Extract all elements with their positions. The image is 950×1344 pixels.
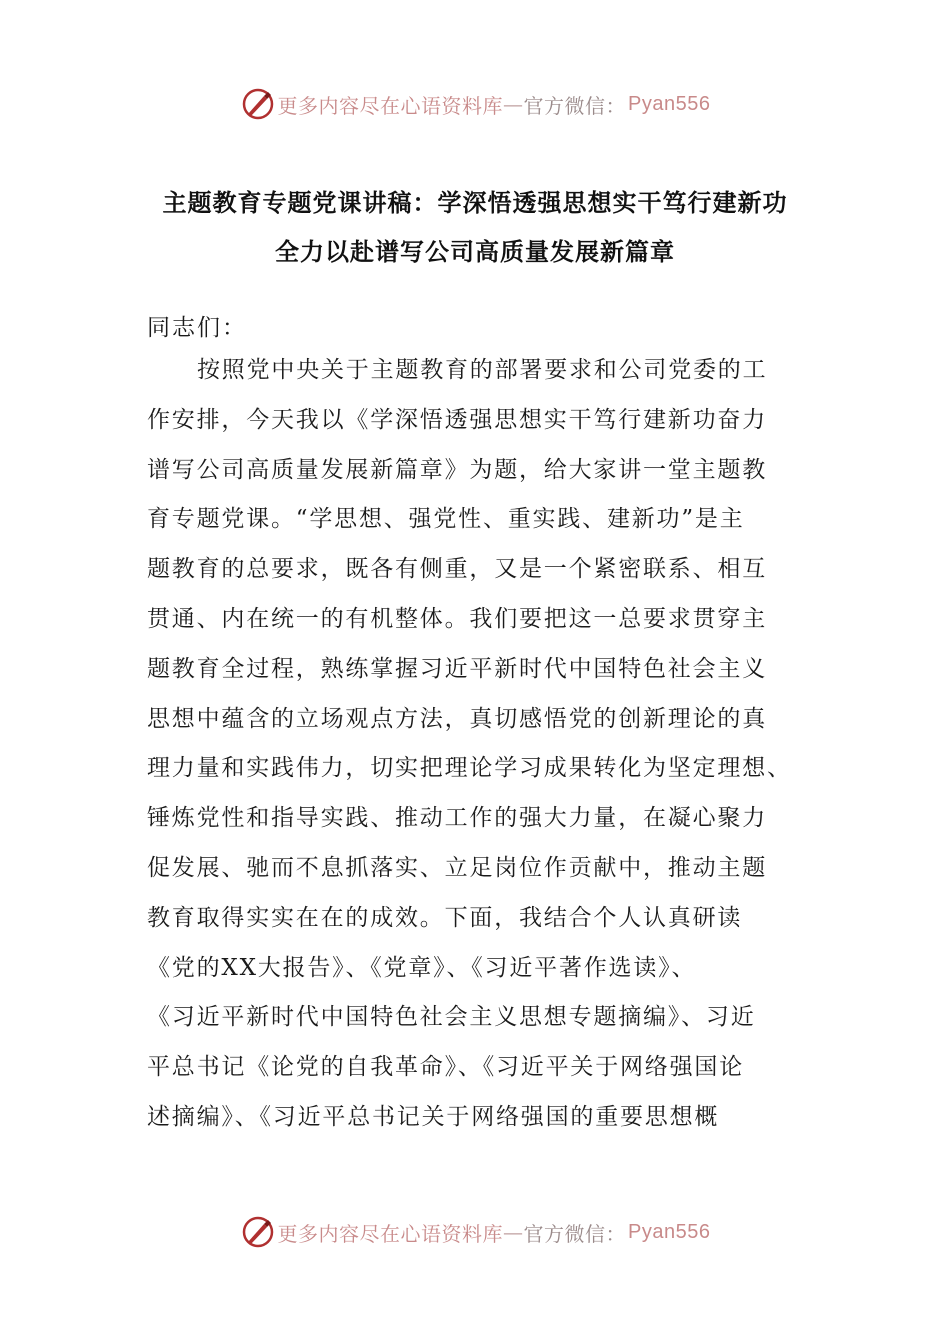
document-title-line-2: 全力以赴谱写公司高质量发展新篇章 [275,238,675,266]
body-line: 理力量和实践伟力，切实把理论学习成果转化为坚定理想、 [147,755,792,782]
body-line: 《习近平新时代中国特色社会主义思想专题摘编》、习近 [147,1004,756,1031]
watermark-separator: — [503,1220,524,1244]
body-line: 育专题党课。“学思想、强党性、重实践、建新功”是主 [147,506,745,533]
body-line: 贯通、内在统一的有机整体。我们要把这一总要求贯穿主 [147,605,767,632]
document-title-line-1: 主题教育专题党课讲稿：学深悟透强思想实干笃行建新功 [162,189,788,217]
watermark-header [0,84,950,124]
body-line: 作安排，今天我以《学深悟透强思想实干笃行建新功奋力 [147,406,767,433]
body-line: 题教育全过程，熟练掌握习近平新时代中国特色社会主义 [147,655,767,682]
body-line: 锤炼党性和指导实践、推动工作的强大力量，在凝心聚力 [147,805,767,832]
watermark-footer [0,1212,950,1252]
body-line: 促发展、驰而不息抓落实、立足岗位作贡献中，推动主题 [147,854,767,881]
watermark-wechat-label: 官方微信： [523,93,627,118]
body-line: 按照党中央关于主题教育的部署要求和公司党委的工 [197,357,768,383]
body-line: 思想中蕴含的立场观点方法，真切感悟党的创新理论的真 [147,705,767,732]
watermark-text: 更多内容尽在心语资料库 [277,1221,504,1246]
body-paragraph [147,346,797,1143]
body-line: 教育取得实实在在的成效。下面，我结合个人认真研读 [147,904,743,931]
greeting: 同志们： [147,315,247,341]
body-line: 《党的XX大报告》、《党章》、《习近平著作选读》、 [147,954,697,981]
pen-circle-icon [240,86,276,122]
body-line: 平总书记《论党的自我革命》、《习近平关于网络强国论 [147,1054,744,1081]
watermark-wechat-label: 官方微信： [523,1221,627,1246]
pen-circle-icon [240,1214,276,1250]
watermark-wechat-id: Pyan556 [628,92,711,115]
watermark-wechat-id: Pyan556 [628,1220,711,1243]
watermark-text: 更多内容尽在心语资料库 [277,93,504,118]
watermark-separator: — [503,92,524,116]
body-line: 题教育的总要求，既各有侧重，又是一个紧密联系、相互 [147,556,767,583]
body-line: 谱写公司高质量发展新篇章》为题，给大家讲一堂主题教 [147,456,767,483]
body-line: 述摘编》、《习近平总书记关于网络强国的重要思想概 [147,1103,720,1130]
